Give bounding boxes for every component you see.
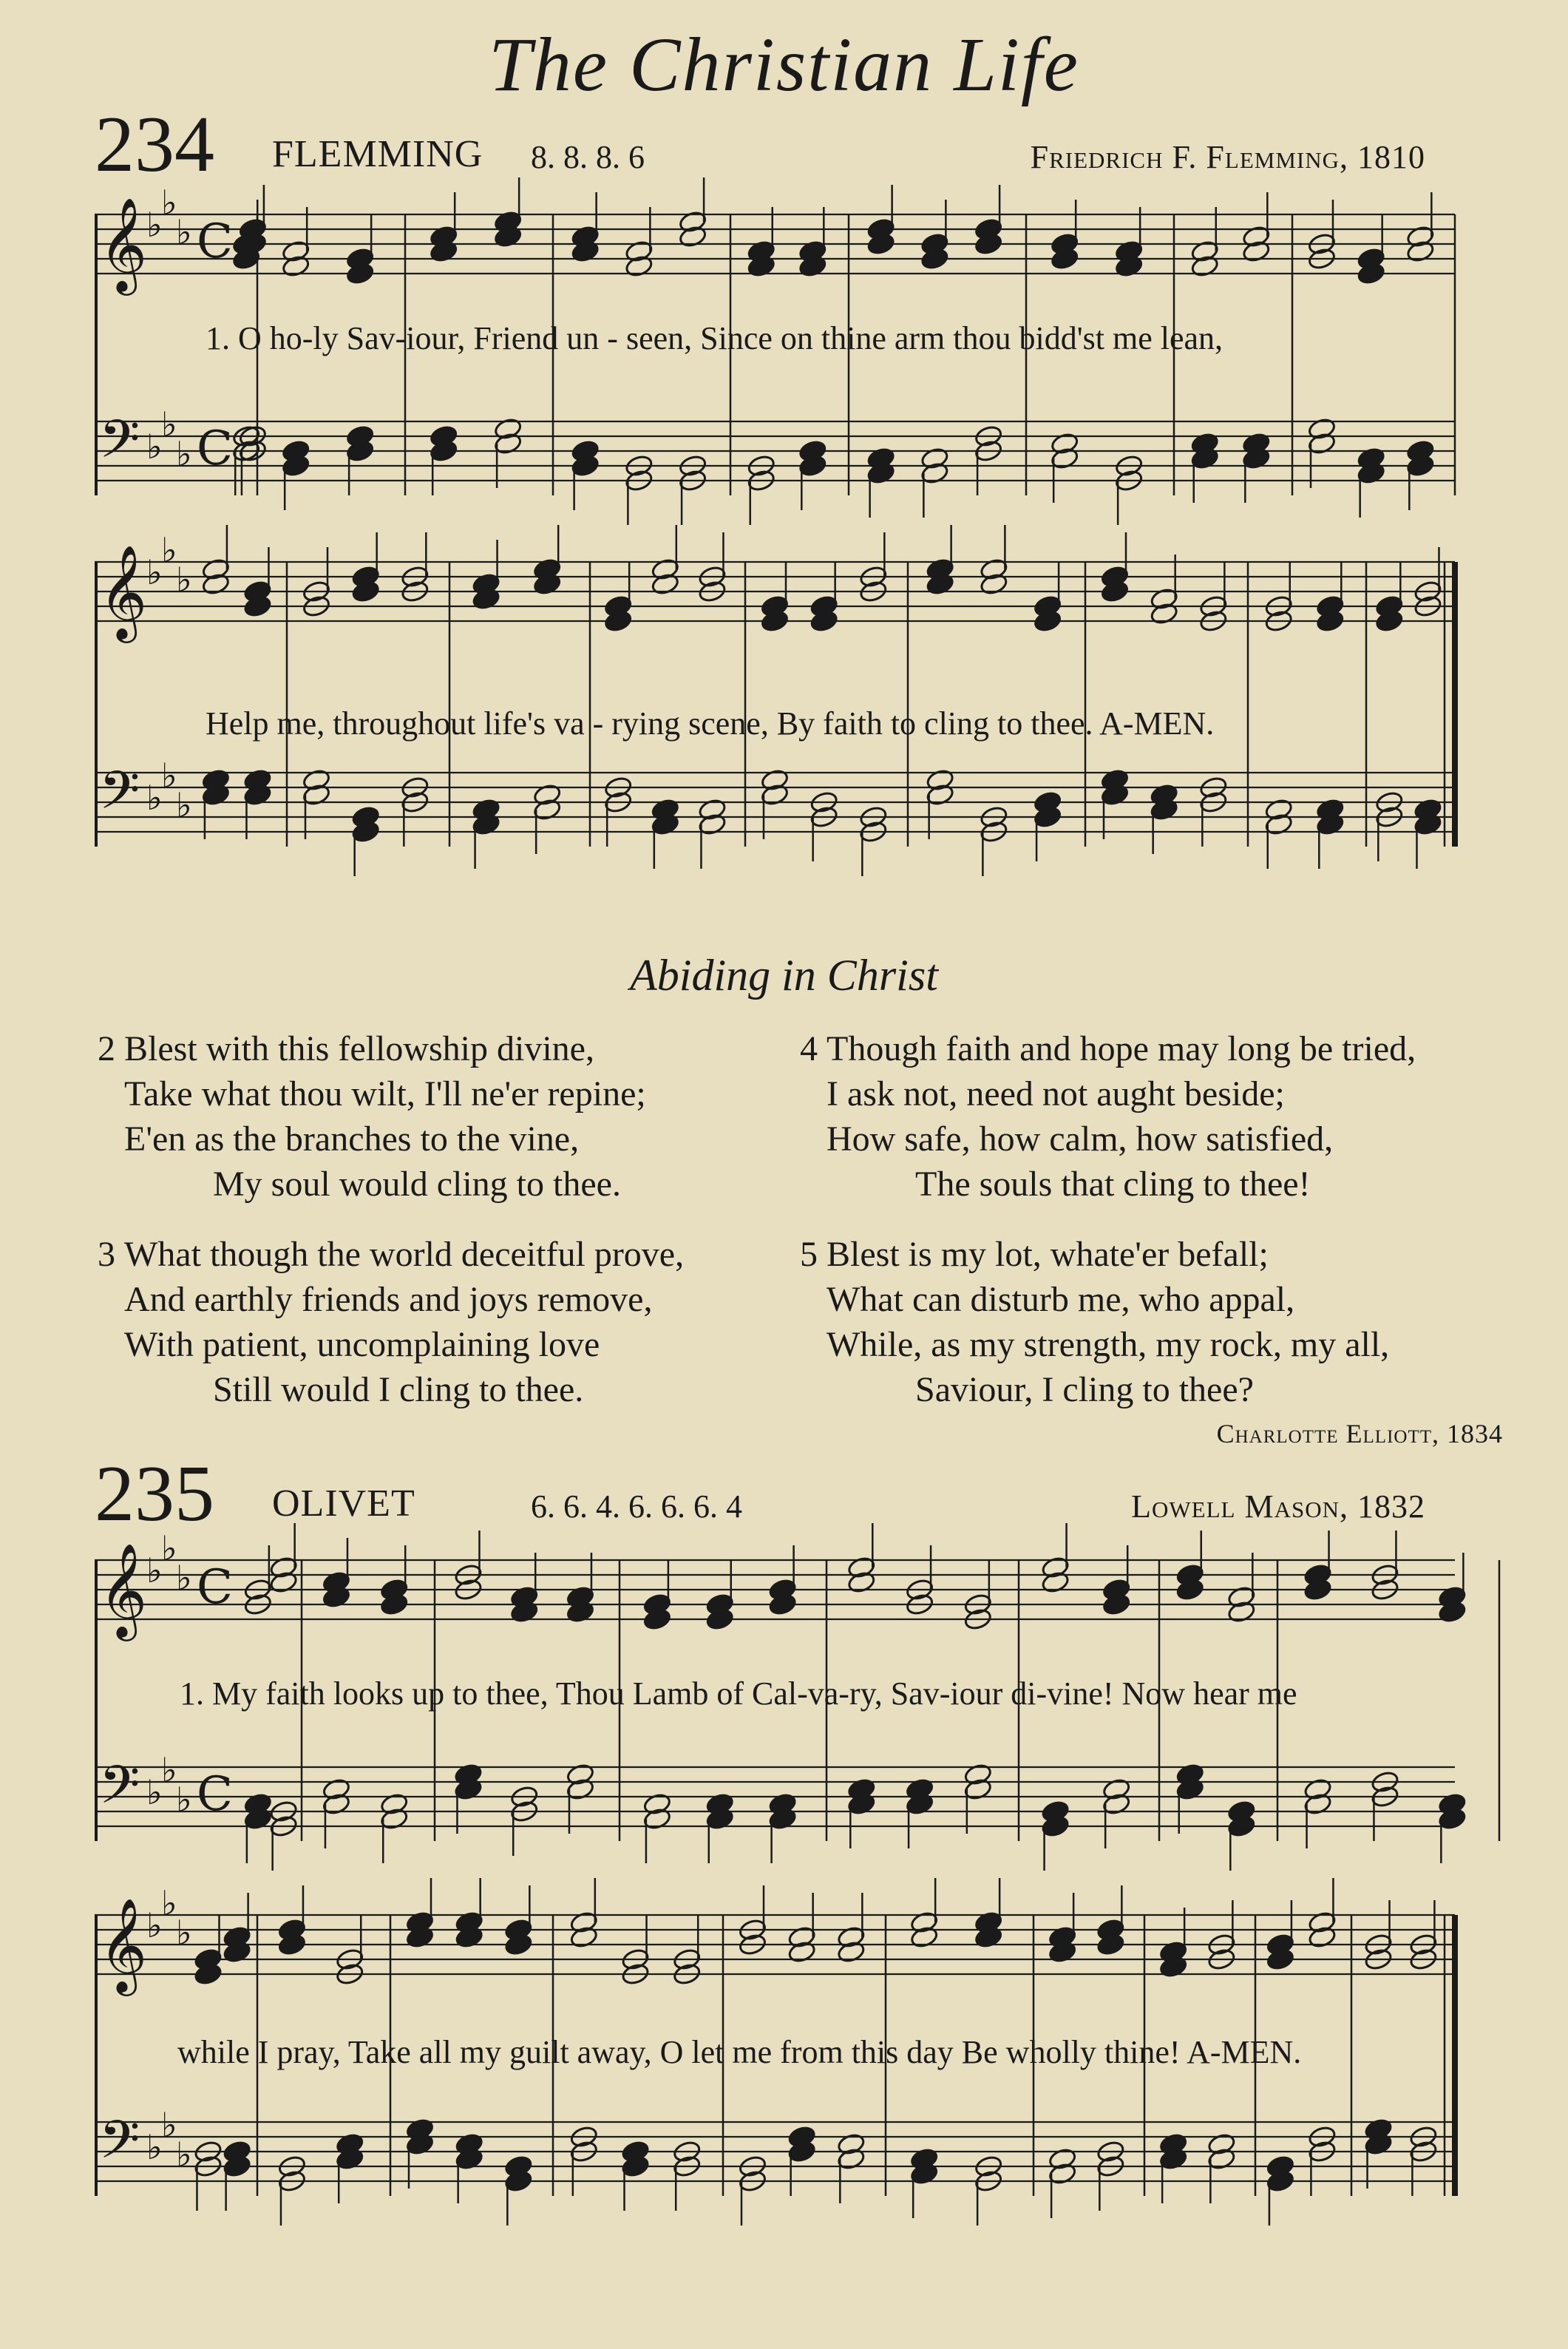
meter: 8. 8. 8. 6 <box>531 139 645 175</box>
flat-sign: ♭ <box>176 785 192 825</box>
verse-line: Still would I cling to thee. <box>213 1370 584 1409</box>
lyrics-line: 1. My faith looks up to thee, Thou Lamb of Cal-va-ry, Sav-iour di-vine! Now hear me <box>180 1675 1297 1712</box>
composer: Lowell Mason, 1832 <box>1131 1488 1425 1525</box>
verse-line: Blest with this fellowship divine, <box>124 1029 594 1068</box>
verse-number: 5 <box>800 1235 818 1274</box>
music-system <box>95 1528 1499 1871</box>
page-title: The Christian Life <box>489 22 1079 107</box>
verse-line: The souls that cling to thee! <box>915 1165 1311 1204</box>
flat-sign: ♭ <box>176 2135 192 2175</box>
flat-sign: ♭ <box>146 1550 163 1590</box>
lyrics-line: 1. O ho-ly Sav-iour, Friend un - seen, Since on thine arm thou bidd'st me lean, <box>206 320 1223 356</box>
flat-sign: ♭ <box>176 1780 192 1820</box>
verse-line: E'en as the branches to the vine, <box>124 1119 580 1159</box>
meter: 6. 6. 4. 6. 6. 6. 4 <box>531 1488 742 1525</box>
flat-sign: ♭ <box>146 2127 163 2167</box>
time-signature: C <box>197 1560 233 1615</box>
time-signature: C <box>197 214 233 269</box>
flat-sign: ♭ <box>161 1528 177 1568</box>
verse-number: 4 <box>800 1029 818 1068</box>
time-signature: C <box>197 421 233 476</box>
flat-sign: ♭ <box>161 756 177 796</box>
verse-line: Blest is my lot, whate'er befall; <box>827 1235 1269 1274</box>
verse-line: How safe, how calm, how satisfied, <box>827 1119 1334 1159</box>
hymn-number: 235 <box>95 1450 214 1538</box>
hymn-number: 234 <box>95 101 214 189</box>
treble-clef: 𝄞 <box>99 1542 148 1637</box>
flat-sign: ♭ <box>161 1750 177 1790</box>
flat-sign: ♭ <box>161 404 177 444</box>
verse-number: 3 <box>98 1235 115 1274</box>
verse-line: Take what thou wilt, I'll ne'er repine; <box>124 1074 646 1114</box>
flat-sign: ♭ <box>146 778 163 818</box>
flat-sign: ♭ <box>161 2105 177 2145</box>
bass-clef: 𝄢 <box>99 760 140 834</box>
tune-name: FLEMMING <box>272 133 483 175</box>
verse-line: And earthly friends and joys remove, <box>124 1280 653 1319</box>
hymn-234-header <box>95 101 1425 189</box>
verse-line: Though faith and hope may long be tried, <box>827 1029 1416 1068</box>
treble-clef: 𝄞 <box>99 1897 148 1992</box>
bass-clef: 𝄢 <box>99 409 140 483</box>
flat-sign: ♭ <box>146 1905 163 1945</box>
music-system <box>95 185 1499 510</box>
flat-sign: ♭ <box>146 1772 163 1812</box>
music-system <box>95 1883 1499 2240</box>
bass-clef: 𝄢 <box>99 2109 140 2183</box>
verse-3 <box>98 1232 684 1412</box>
flat-sign: ♭ <box>161 183 177 223</box>
hymn-235-header <box>95 1450 1425 1538</box>
treble-clef: 𝄞 <box>99 544 148 639</box>
flat-sign: ♭ <box>146 205 163 245</box>
flat-sign: ♭ <box>161 1883 177 1923</box>
composer: Friedrich F. Flemming, 1810 <box>1030 139 1425 175</box>
bass-clef: 𝄢 <box>99 1755 140 1828</box>
verse-line: What can disturb me, who appal, <box>827 1280 1295 1319</box>
verse-number: 2 <box>98 1029 115 1068</box>
verse-5 <box>800 1232 1389 1412</box>
verse-line: While, as my strength, my rock, my all, <box>827 1325 1390 1364</box>
verse-line: What though the world deceitful prove, <box>124 1235 685 1274</box>
verse-line: I ask not, need not aught beside; <box>827 1074 1285 1114</box>
verse-4 <box>800 1026 1416 1207</box>
flat-sign: ♭ <box>176 1913 192 1953</box>
hymn-author: Charlotte Elliott, 1834 <box>1216 1419 1503 1448</box>
flat-sign: ♭ <box>146 427 163 467</box>
verse-line: Saviour, I cling to thee? <box>915 1370 1254 1409</box>
flat-sign: ♭ <box>176 560 192 600</box>
lyrics-line: while I pray, Take all my guilt away, O let me from this day Be wholly thine! A-MEN. <box>177 2034 1302 2070</box>
verse-line: My soul would cling to thee. <box>213 1165 621 1204</box>
lyrics-line: Help me, throughout life's va - rying scene, By faith to cling to thee. A-MEN. <box>206 705 1215 742</box>
flat-sign: ♭ <box>176 434 192 474</box>
verse-line: With patient, uncomplaining love <box>124 1325 600 1364</box>
treble-clef: 𝄞 <box>99 197 148 291</box>
music-system <box>95 530 1499 895</box>
hymn-subtitle: Abiding in Christ <box>630 951 938 1000</box>
time-signature: C <box>197 1767 233 1822</box>
tune-name: OLIVET <box>272 1482 415 1525</box>
flat-sign: ♭ <box>176 212 192 252</box>
flat-sign: ♭ <box>146 552 163 592</box>
verse-2 <box>98 1026 646 1207</box>
flat-sign: ♭ <box>176 1558 192 1598</box>
flat-sign: ♭ <box>161 530 177 570</box>
